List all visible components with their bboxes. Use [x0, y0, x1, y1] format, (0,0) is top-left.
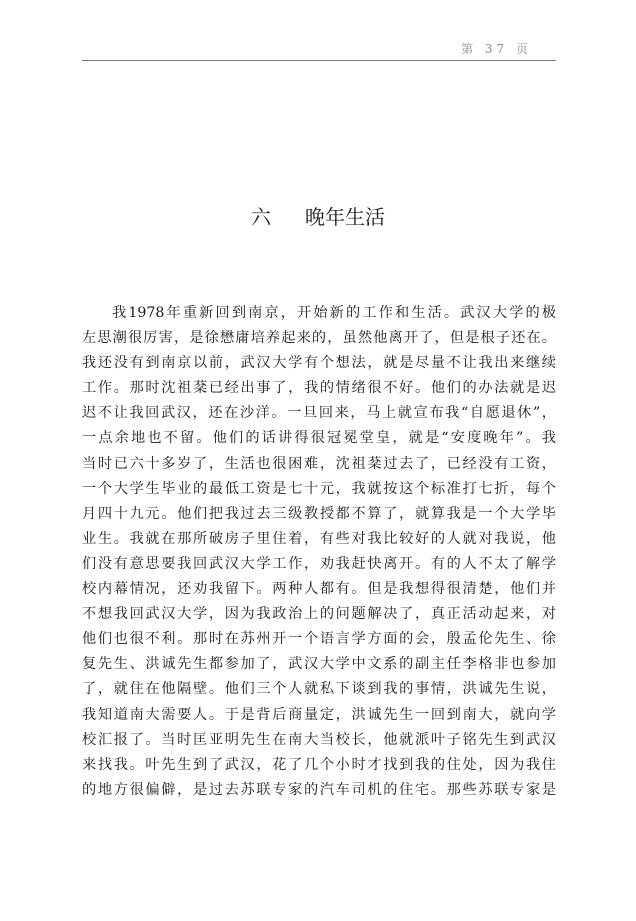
body-line: 我还没有到南京以前，武汉大学有个想法，就是尽量不让我出来继续	[82, 355, 556, 372]
body-line: 他们也很不利。那时在苏州开一个语言学方面的会，殷孟伦先生、徐	[82, 631, 556, 648]
body-line: 校内幕情况，还劝我留下。两种人都有。但是我想得很清楚，他们并	[82, 581, 556, 598]
body-line: 们没有意思要我回武汉大学工作，劝我赶快离开。有的人不太了解学	[82, 555, 556, 572]
header-divider	[82, 60, 556, 61]
page-number-label: 第 37 页	[461, 42, 532, 56]
body-line: 工作。那时沈祖棻已经出事了，我的情绪很不好。他们的办法就是迟	[82, 380, 556, 397]
body-text	[82, 301, 556, 803]
body-line: 业生。我就在那所破房子里住着，有些对我比较好的人就对我说，他	[82, 530, 556, 547]
body-line: 一点余地也不留。他们的话讲得很冠冕堂皇，就是“安度晚年”。我	[82, 430, 556, 447]
body-line: 迟不让我回武汉，还在沙洋。一旦回来，马上就宣布我“自愿退休”，	[82, 405, 556, 422]
body-line: 一个大学生毕业的最低工资是七十元，我就按这个标准打七折，每个	[82, 480, 556, 497]
chapter-heading	[0, 201, 636, 230]
body-line: 复先生、洪诚先生都参加了，武汉大学中文系的副主任李格非也参加	[82, 656, 556, 673]
body-line: 当时已六十多岁了，生活也很困难，沈祖棻过去了，已经没有工资，	[82, 455, 556, 472]
body-line: 了，就住在他隔壁。他们三个人就私下谈到我的事情，洪诚先生说，	[82, 681, 556, 698]
body-line: 月四十九元。他们把我过去三级教授都不算了，就算我是一个大学毕	[82, 505, 556, 522]
body-line: 来找我。叶先生到了武汉，花了几个小时才找到我的住处，因为我住	[82, 756, 556, 773]
body-line: 的地方很偏僻，是过去苏联专家的汽车司机的住宅。那些苏联专家是	[82, 781, 556, 798]
page-number-header	[461, 40, 532, 57]
body-line: 我知道南大需要人。于是背后商量定，洪诚先生一回到南大，就向学	[82, 706, 556, 723]
chapter-title: 晚年生活	[305, 205, 385, 229]
body-line: 左思潮很厉害，是徐懋庸培养起来的，虽然他离开了，但是根子还在。	[82, 330, 556, 347]
body-line: 我1978年重新回到南京，开始新的工作和生活。武汉大学的极	[112, 305, 556, 321]
body-line: 不想我回武汉大学，因为我政治上的问题解决了，真正活动起来，对	[82, 606, 556, 623]
body-line: 校汇报了。当时匡亚明先生在南大当校长，他就派叶子铭先生到武汉	[82, 731, 556, 748]
chapter-number: 六	[251, 205, 271, 229]
